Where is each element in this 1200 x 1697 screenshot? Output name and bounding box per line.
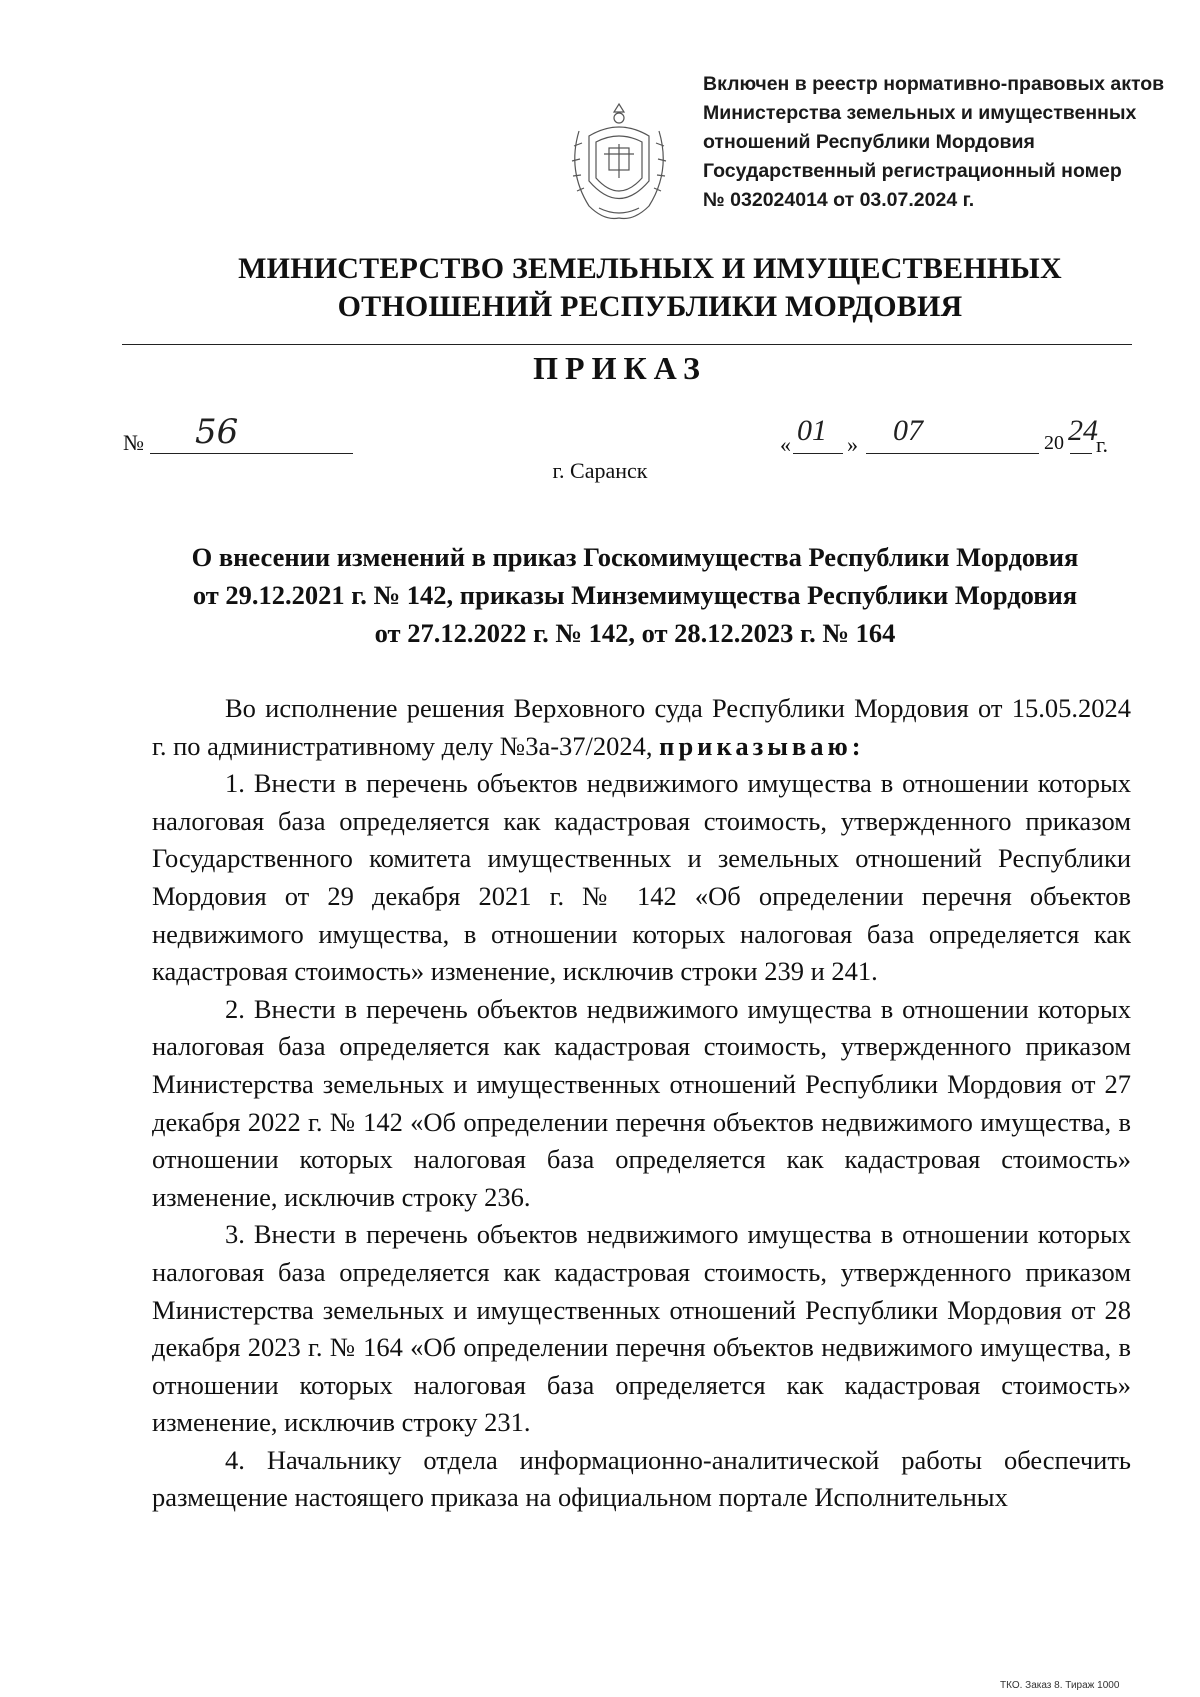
date-year-prefix: 20	[1044, 432, 1064, 454]
body-item-3: 3. Внести в перечень объектов недвижимого имущества в отношении которых налоговая база определяется как кадастровая стоимость, утвержденного приказом Министерства земельных и имущественных отношений Республики Мордовия от 28 декабря 2023 г. № 164 «Об определении перечня объектов недвижимого имущества, в отношении которых налоговая база определяется как кадастровая стоимость» изменение, исключив строку 231.	[152, 1219, 1131, 1438]
date-quote-open: «	[780, 432, 791, 457]
order-number: 56	[195, 412, 239, 452]
ministry-line-1: МИНИСТЕРСТВО ЗЕМЕЛЬНЫХ И ИМУЩЕСТВЕННЫХ	[238, 252, 1062, 285]
body-intro-text: Во исполнение решения Верховного суда Республики Мордовия от 15.05.2024 г. по административному делу №3а-37/2024,	[152, 693, 1131, 761]
registry-note-line: Включен в реестр нормативно-правовых актов	[703, 73, 1165, 95]
date-year-underline	[1070, 453, 1092, 454]
title-line-2: от 29.12.2021 г. № 142, приказы Минземимущества Республики Мордовия	[192, 580, 1078, 610]
registry-note-line: № 032024014 от 03.07.2024 г.	[703, 189, 975, 211]
body-item-1: 1. Внести в перечень объектов недвижимого имущества в отношении которых налоговая база определяется как кадастровая стоимость, утвержденного приказом Государственного комитета имущественных и земельных отношений Республики Мордовия от 29 декабря 2021 г. № 142 «Об определении перечня объектов недвижимого имущества, в отношении которых налоговая база определяется как кадастровая стоимость» изменение, исключив строки 239 и 241.	[152, 768, 1131, 987]
registry-note-line: Министерства земельных и имущественных	[703, 102, 1137, 124]
body-intro	[152, 690, 1131, 765]
document-title	[135, 538, 1135, 652]
date-day: 01	[797, 414, 827, 447]
print-run-note: ТКО. Заказ 8. Тираж 1000	[1000, 1680, 1120, 1691]
city: г. Саранск	[552, 458, 648, 483]
date-month: 07	[893, 414, 923, 447]
registry-note-line: отношений Республики Мордовия	[703, 131, 1035, 153]
document-type-heading: ПРИКАЗ	[533, 350, 707, 386]
date-year-handwritten: 24	[1068, 414, 1098, 447]
order-number-underline	[150, 453, 353, 454]
body-item-4: 4. Начальнику отдела информационно-аналитической работы обеспечить размещение настоящего приказа на официальном портале Исполнительных	[152, 1444, 1131, 1513]
title-line-3: от 27.12.2022 г. № 142, от 28.12.2023 г. № 164	[374, 618, 896, 648]
ministry-line-2: ОТНОШЕНИЙ РЕСПУБЛИКИ МОРДОВИЯ	[337, 290, 963, 323]
registry-inclusion-note	[703, 70, 1173, 215]
date-quote-close: »	[847, 432, 858, 457]
date-month-underline	[866, 453, 1039, 454]
document-body	[152, 690, 1131, 1517]
header-divider	[122, 344, 1132, 345]
title-line-1: О внесении изменений в приказ Госкомимущества Республики Мордовия	[191, 542, 1079, 572]
body-item-2: 2. Внести в перечень объектов недвижимого имущества в отношении которых налоговая база определяется как кадастровая стоимость, утвержденного приказом Министерства земельных и имущественных отношений Республики Мордовия от 27 декабря 2022 г. № 142 «Об определении перечня объектов недвижимого имущества, в отношении которых налоговая база определяется как кадастровая стоимость» изменение, исключив строку 236.	[152, 993, 1131, 1212]
date-day-underline	[793, 453, 843, 454]
body-intro-command: приказываю:	[659, 730, 865, 761]
order-number-label: №	[123, 430, 144, 455]
ministry-name	[150, 250, 1150, 326]
registry-note-line: Государственный регистрационный номер	[703, 160, 1122, 182]
date-year-unit: г.	[1096, 432, 1109, 457]
coat-of-arms-icon	[564, 96, 674, 226]
